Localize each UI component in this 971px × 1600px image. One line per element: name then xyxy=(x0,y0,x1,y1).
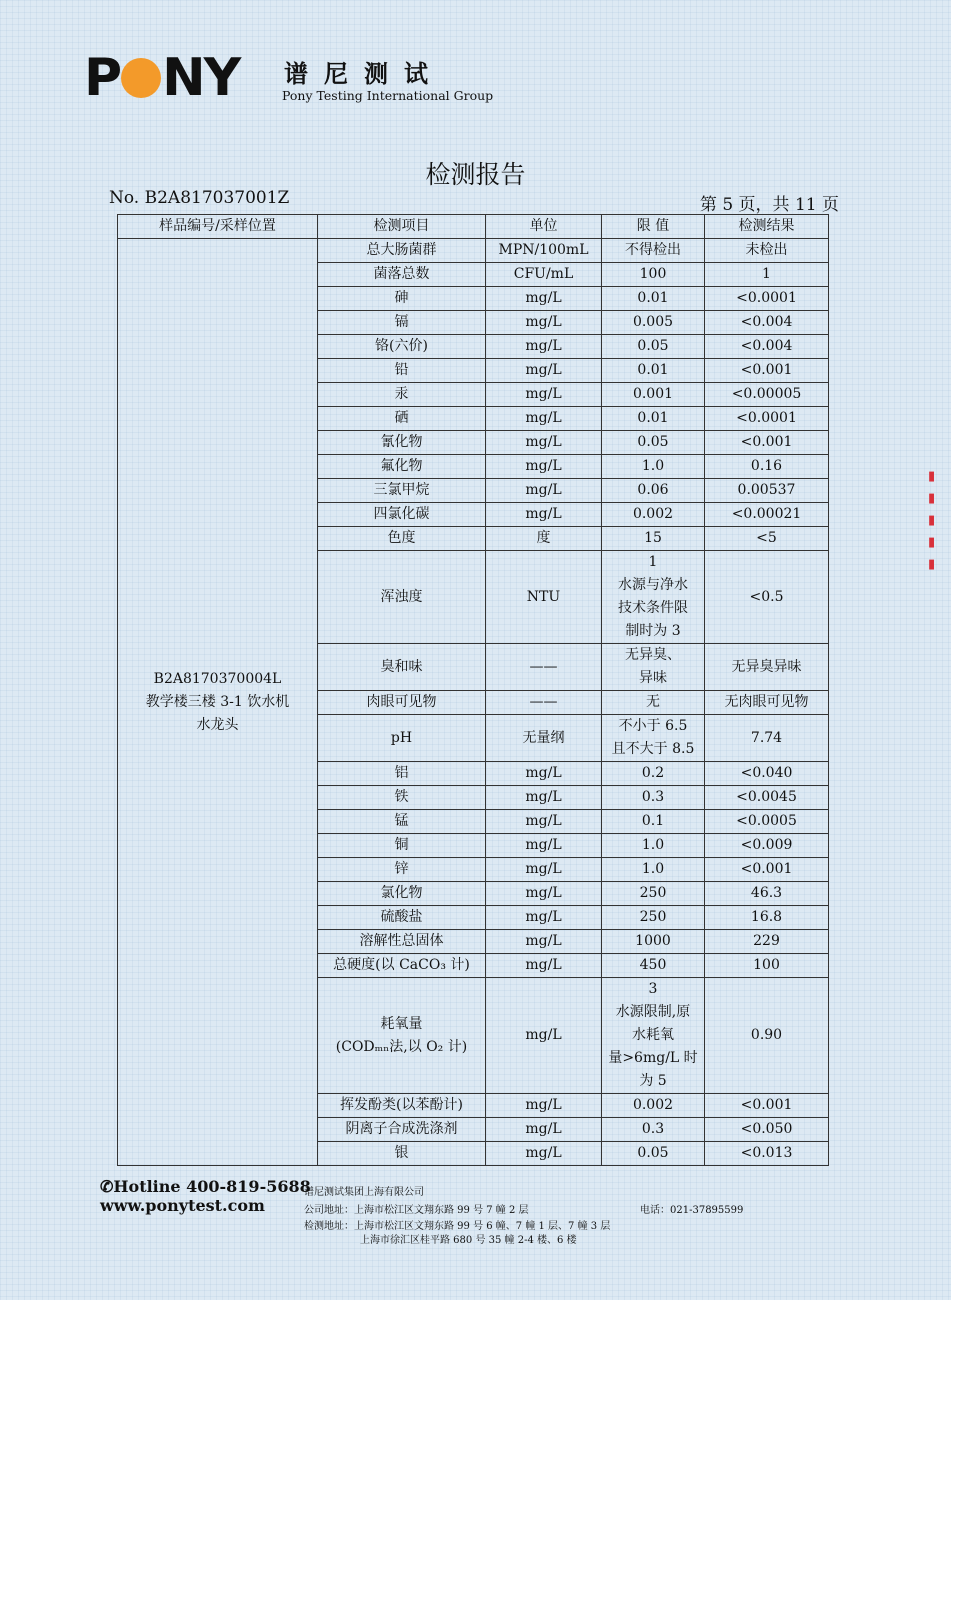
result-cell: <0.013 xyxy=(705,1142,829,1166)
limit-cell xyxy=(602,239,705,263)
cell-line: 铝 xyxy=(394,765,409,781)
result-cell: <0.001 xyxy=(705,431,829,455)
cell-line: B2A8170370004L xyxy=(153,670,282,687)
item-cell xyxy=(318,882,486,906)
limit-cell xyxy=(602,1118,705,1142)
column-header: 单位 xyxy=(486,215,602,239)
item-cell xyxy=(318,287,486,311)
result-cell: 100 xyxy=(705,954,829,978)
cell-line: 锌 xyxy=(394,861,409,877)
item-cell xyxy=(318,455,486,479)
limit-cell xyxy=(602,906,705,930)
cell-line: 砷 xyxy=(394,290,409,306)
result-cell: <5 xyxy=(705,527,829,551)
cell-line: 浑浊度 xyxy=(380,588,423,605)
item-cell xyxy=(318,479,486,503)
cell-line: 总硬度(以 CaCO₃ 计) xyxy=(333,957,470,973)
phone-icon: ✆ xyxy=(100,1177,114,1196)
unit-cell: NTU xyxy=(486,551,602,644)
cell-line: 色度 xyxy=(387,530,416,546)
cell-line: 银 xyxy=(394,1145,409,1161)
logo-wordmark: P NY xyxy=(84,48,240,108)
unit-cell: MPN/100mL xyxy=(486,239,602,263)
result-cell: <0.0005 xyxy=(705,810,829,834)
item-cell xyxy=(318,431,486,455)
cell-line: 氰化物 xyxy=(380,434,423,450)
cell-line: 450 xyxy=(639,957,667,973)
result-cell: 7.74 xyxy=(705,715,829,762)
item-cell xyxy=(318,551,486,644)
cell-line: 氟化物 xyxy=(380,458,423,474)
unit-cell: 无量纲 xyxy=(486,715,602,762)
limit-cell xyxy=(602,311,705,335)
unit-cell: —— xyxy=(486,644,602,691)
limit-cell xyxy=(602,503,705,527)
column-header: 检测项目 xyxy=(318,215,486,239)
company-address: 公司地址：上海市松江区文翔东路 99 号 7 幢 2 层 xyxy=(304,1205,529,1216)
cell-line: 0.06 xyxy=(637,482,669,498)
test-address-2: 上海市徐汇区桂平路 680 号 35 幢 2-4 楼、6 楼 xyxy=(360,1235,577,1246)
item-cell xyxy=(318,239,486,263)
limit-cell xyxy=(602,1142,705,1166)
cell-line: 且不大于 8.5 xyxy=(611,741,695,757)
cell-line: 0.001 xyxy=(632,386,674,402)
result-cell: <0.00021 xyxy=(705,503,829,527)
cell-line: 水龙头 xyxy=(196,716,239,733)
limit-cell xyxy=(602,383,705,407)
cell-line: 硫酸盐 xyxy=(380,909,423,925)
limit-cell xyxy=(602,431,705,455)
limit-cell xyxy=(602,527,705,551)
page-title: 检测报告 xyxy=(425,160,526,189)
item-cell xyxy=(318,503,486,527)
unit-cell: mg/L xyxy=(486,383,602,407)
sample-id-cell xyxy=(118,239,318,1166)
cell-line: 1.0 xyxy=(641,861,665,877)
unit-cell: mg/L xyxy=(486,930,602,954)
item-cell xyxy=(318,311,486,335)
unit-cell: mg/L xyxy=(486,858,602,882)
item-cell xyxy=(318,715,486,762)
cell-line: 水源与净水 xyxy=(618,577,688,593)
cell-line: 0.05 xyxy=(637,434,669,450)
item-cell xyxy=(318,762,486,786)
limit-cell xyxy=(602,335,705,359)
limit-cell xyxy=(602,644,705,691)
cell-line: 四氯化碳 xyxy=(373,506,430,522)
result-cell: <0.0045 xyxy=(705,786,829,810)
result-cell: <0.050 xyxy=(705,1118,829,1142)
item-cell xyxy=(318,644,486,691)
limit-cell xyxy=(602,551,705,644)
website: www.ponytest.com xyxy=(100,1196,265,1215)
page-number: 第 5 页，共 11 页 xyxy=(699,195,839,215)
cell-line: 1000 xyxy=(635,933,671,949)
unit-cell: mg/L xyxy=(486,762,602,786)
cell-line: pH xyxy=(390,729,413,746)
result-cell: <0.00005 xyxy=(705,383,829,407)
result-cell: 0.90 xyxy=(705,978,829,1094)
cell-line: 1.0 xyxy=(641,458,665,474)
item-cell xyxy=(318,359,486,383)
item-cell xyxy=(318,906,486,930)
limit-cell xyxy=(602,407,705,431)
cell-line: 氯化物 xyxy=(380,885,423,901)
result-cell: 无异臭异味 xyxy=(705,644,829,691)
limit-cell xyxy=(602,359,705,383)
cell-line: 100 xyxy=(639,266,667,282)
table-row xyxy=(118,239,829,263)
cell-line: 0.01 xyxy=(637,362,669,378)
limit-cell xyxy=(602,834,705,858)
limit-cell xyxy=(602,1094,705,1118)
result-cell: 0.16 xyxy=(705,455,829,479)
cell-line: 0.3 xyxy=(641,789,665,805)
column-header: 限 值 xyxy=(602,215,705,239)
company-phone: 电话：021-37895599 xyxy=(640,1205,744,1216)
cell-line: 耗氧量 xyxy=(380,1015,423,1032)
cell-line: 教学楼三楼 3-1 饮水机 xyxy=(145,693,290,710)
result-cell: <0.004 xyxy=(705,311,829,335)
unit-cell: mg/L xyxy=(486,287,602,311)
item-cell xyxy=(318,1118,486,1142)
company-name: 谱尼测试集团上海有限公司 xyxy=(304,1187,424,1198)
result-cell: <0.001 xyxy=(705,359,829,383)
item-cell xyxy=(318,407,486,431)
unit-cell: mg/L xyxy=(486,311,602,335)
unit-cell: mg/L xyxy=(486,359,602,383)
item-cell xyxy=(318,810,486,834)
cell-line: 量>6mg/L 时 xyxy=(608,1050,698,1066)
hotline: ✆Hotline 400-819-5688 xyxy=(100,1177,311,1196)
limit-cell xyxy=(602,954,705,978)
unit-cell: mg/L xyxy=(486,906,602,930)
cell-line: 250 xyxy=(639,885,667,901)
result-cell: <0.004 xyxy=(705,335,829,359)
unit-cell: mg/L xyxy=(486,479,602,503)
item-cell xyxy=(318,263,486,287)
limit-cell xyxy=(602,455,705,479)
unit-cell: mg/L xyxy=(486,810,602,834)
item-cell xyxy=(318,858,486,882)
logo-english-name: Pony Testing International Group xyxy=(282,88,494,103)
limit-cell xyxy=(602,882,705,906)
limit-cell xyxy=(602,691,705,715)
item-cell xyxy=(318,383,486,407)
results-table xyxy=(117,214,829,1166)
cell-line: 铬(六价) xyxy=(375,338,428,354)
cell-line: 0.05 xyxy=(637,1145,669,1161)
unit-cell: CFU/mL xyxy=(486,263,602,287)
cell-line: 菌落总数 xyxy=(373,266,430,282)
unit-cell: mg/L xyxy=(486,954,602,978)
result-cell: 无肉眼可见物 xyxy=(705,691,829,715)
report-number: No. B2A817037001Z xyxy=(109,188,290,208)
item-cell xyxy=(318,834,486,858)
item-cell xyxy=(318,978,486,1094)
cell-line: 0.005 xyxy=(632,314,674,330)
limit-cell xyxy=(602,810,705,834)
result-cell: 0.00537 xyxy=(705,479,829,503)
item-cell xyxy=(318,691,486,715)
unit-cell: mg/L xyxy=(486,503,602,527)
logo-chinese-name: 谱尼测试 xyxy=(284,60,444,88)
cell-line: 异味 xyxy=(639,670,667,686)
cell-line: 3 xyxy=(648,981,658,997)
limit-cell xyxy=(602,930,705,954)
limit-cell xyxy=(602,762,705,786)
result-cell: 46.3 xyxy=(705,882,829,906)
cell-line: 挥发酚类(以苯酚计) xyxy=(340,1097,463,1113)
cell-line: (CODₘₙ法,以 O₂ 计) xyxy=(335,1038,468,1055)
unit-cell: mg/L xyxy=(486,786,602,810)
result-cell: <0.001 xyxy=(705,858,829,882)
result-cell: <0.040 xyxy=(705,762,829,786)
column-header: 样品编号/采样位置 xyxy=(118,215,318,239)
cell-line: 溶解性总固体 xyxy=(359,933,444,949)
cell-line: 0.3 xyxy=(641,1121,665,1137)
result-cell: 16.8 xyxy=(705,906,829,930)
unit-cell: mg/L xyxy=(486,834,602,858)
item-cell xyxy=(318,930,486,954)
item-cell xyxy=(318,335,486,359)
unit-cell: 度 xyxy=(486,527,602,551)
cell-line: 硒 xyxy=(394,410,409,426)
limit-cell xyxy=(602,858,705,882)
cell-line: 阴离子合成洗涤剂 xyxy=(345,1121,458,1137)
cell-line: 15 xyxy=(644,530,662,546)
limit-cell xyxy=(602,978,705,1094)
cell-line: 锰 xyxy=(394,813,409,829)
cell-line: 镉 xyxy=(394,314,409,330)
result-cell: 229 xyxy=(705,930,829,954)
cell-line: 0.05 xyxy=(637,338,669,354)
cell-line: 汞 xyxy=(394,386,409,402)
cell-line: 不小于 6.5 xyxy=(618,718,688,734)
result-cell: <0.009 xyxy=(705,834,829,858)
result-cell: <0.0001 xyxy=(705,287,829,311)
cell-line: 1 xyxy=(648,554,658,570)
cell-line: 无异臭、 xyxy=(625,647,681,663)
cell-line: 水耗氧 xyxy=(632,1027,674,1043)
cell-line: 为 5 xyxy=(639,1073,667,1089)
logo-o-circle xyxy=(121,58,161,98)
cell-line: 0.002 xyxy=(632,506,674,522)
cell-line: 铁 xyxy=(394,789,409,805)
result-cell: <0.001 xyxy=(705,1094,829,1118)
cell-line: 0.01 xyxy=(637,410,669,426)
cell-line: 0.2 xyxy=(641,765,665,781)
cell-line: 铅 xyxy=(394,362,409,378)
cell-line: 1.0 xyxy=(641,837,665,853)
test-address-1: 检测地址：上海市松江区文翔东路 99 号 6 幢、7 幢 1 层、7 幢 3 层 xyxy=(304,1221,611,1232)
unit-cell: mg/L xyxy=(486,407,602,431)
cell-line: 肉眼可见物 xyxy=(366,694,437,710)
cell-line: 臭和味 xyxy=(380,658,423,675)
cell-line: 0.1 xyxy=(641,813,665,829)
cell-line: 0.002 xyxy=(632,1097,674,1113)
result-cell: <0.5 xyxy=(705,551,829,644)
seal-stamp-edge: ▮ ▮ ▮ ▮ ▮ xyxy=(928,469,936,572)
unit-cell: mg/L xyxy=(486,431,602,455)
item-cell xyxy=(318,1142,486,1166)
limit-cell xyxy=(602,715,705,762)
result-cell: 1 xyxy=(705,263,829,287)
cell-line: 水源限制,原 xyxy=(615,1004,691,1020)
limit-cell xyxy=(602,786,705,810)
cell-line: 总大肠菌群 xyxy=(366,242,437,258)
item-cell xyxy=(318,1094,486,1118)
cell-line: 铜 xyxy=(394,837,409,853)
unit-cell: mg/L xyxy=(486,978,602,1094)
result-cell: <0.0001 xyxy=(705,407,829,431)
limit-cell xyxy=(602,263,705,287)
column-header: 检测结果 xyxy=(705,215,829,239)
item-cell xyxy=(318,527,486,551)
unit-cell: mg/L xyxy=(486,882,602,906)
cell-line: 无 xyxy=(646,694,660,710)
limit-cell xyxy=(602,287,705,311)
unit-cell: mg/L xyxy=(486,1094,602,1118)
cell-line: 不得检出 xyxy=(625,242,681,258)
item-cell xyxy=(318,786,486,810)
unit-cell: mg/L xyxy=(486,455,602,479)
limit-cell xyxy=(602,479,705,503)
cell-line: 250 xyxy=(639,909,667,925)
result-cell: 未检出 xyxy=(705,239,829,263)
cell-line: 三氯甲烷 xyxy=(373,482,430,498)
unit-cell: mg/L xyxy=(486,335,602,359)
unit-cell: mg/L xyxy=(486,1142,602,1166)
table-header-row xyxy=(118,215,829,239)
cell-line: 制时为 3 xyxy=(625,623,681,639)
unit-cell: —— xyxy=(486,691,602,715)
item-cell xyxy=(318,954,486,978)
cell-line: 0.01 xyxy=(637,290,669,306)
cell-line: 技术条件限 xyxy=(618,600,688,616)
unit-cell: mg/L xyxy=(486,1118,602,1142)
